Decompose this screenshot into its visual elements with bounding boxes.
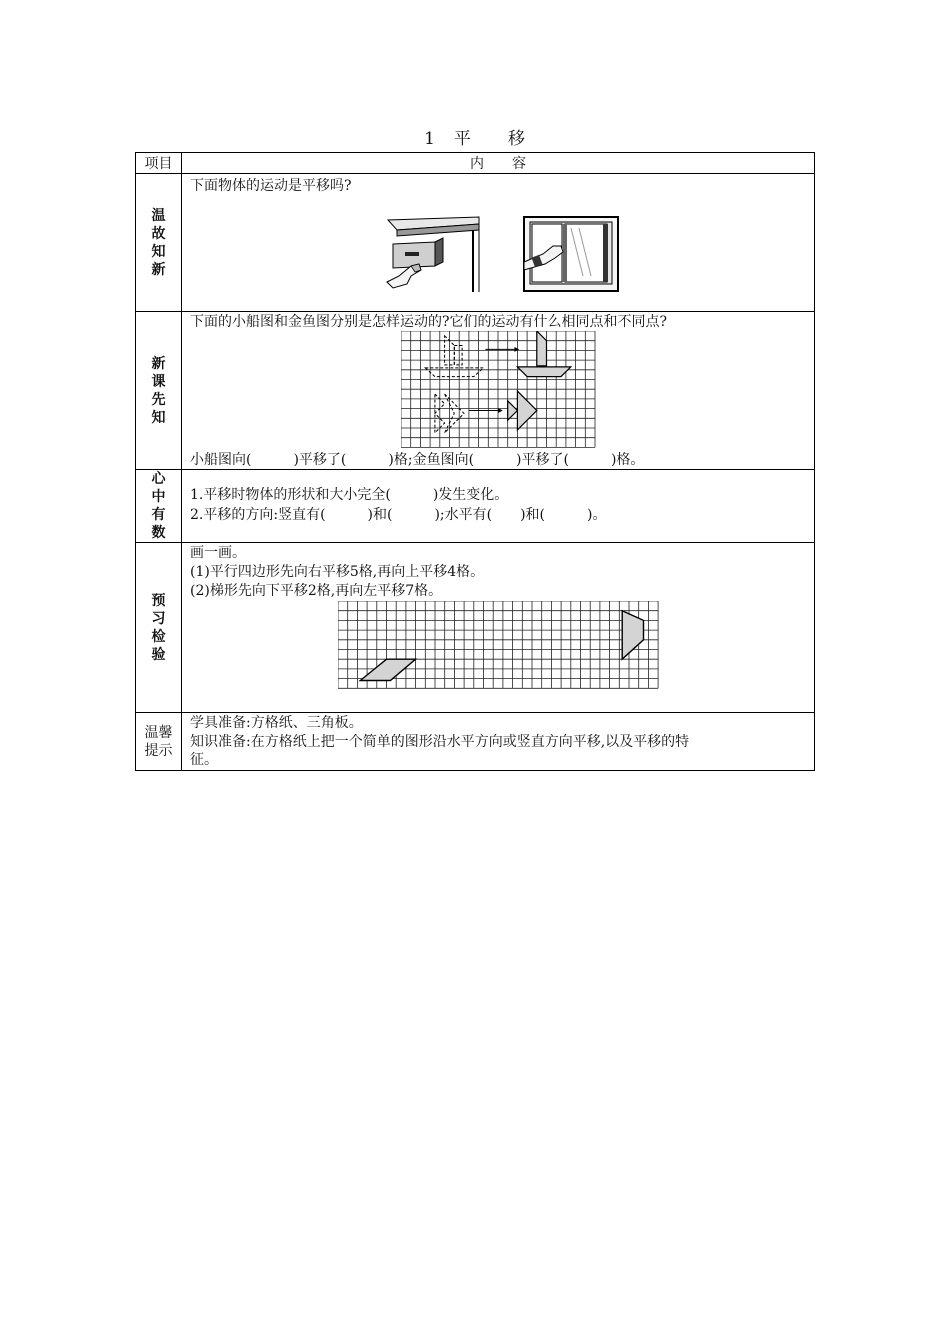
review-question: 下面物体的运动是平移吗? (190, 178, 352, 194)
header-content: 内 容 (182, 153, 815, 174)
boat-arrow-head (515, 347, 520, 352)
tips-line-3: 征。 (190, 752, 218, 768)
fish-moved-tail (508, 401, 518, 420)
row-label-summary: 心 中 有 数 (136, 470, 182, 543)
parallelogram-trapezoid-grid (338, 601, 660, 693)
row-content-summary (182, 470, 815, 543)
summary-line-2: 2.平移的方向:竖直有( )和( );水平有( )和( )。 (190, 507, 607, 523)
parallelogram-shape (360, 659, 415, 680)
table-row-practice (136, 543, 815, 713)
grid-lines (401, 331, 595, 447)
page-title: 1 平 移 (424, 129, 526, 149)
row-label-preview: 新 课 先 知 (136, 312, 182, 470)
fish-original-body (445, 394, 464, 433)
tips-line-2: 知识准备:在方格纸上把一个简单的图形沿水平方向或竖直方向平移,以及平移的特 (190, 734, 690, 750)
practice-item-2: (2)梯形先向下平移2格,再向左平移7格。 (190, 583, 443, 599)
table-row-review (136, 174, 815, 312)
boat-moved-hull (517, 367, 570, 377)
drawer-pull-illustration (385, 216, 481, 296)
row-label-tips: 温馨 提示 (136, 713, 182, 771)
practice-item-1: (1)平行四边形先向右平移5格,再向上平移4格。 (190, 564, 485, 580)
preview-question: 下面的小船图和金鱼图分别是怎样运动的?它们的运动有什么相同点和不同点? (190, 314, 668, 330)
boat-original-hull (425, 368, 483, 377)
tips-line-1: 学具准备:方格纸、三角板。 (190, 715, 363, 731)
row-content-review (182, 174, 815, 312)
row-content-practice (182, 543, 815, 713)
preview-answer-line: 小船图向( )平移了( )格;金鱼图向( )平移了( )格。 (190, 452, 645, 468)
summary-line-1: 1.平移时物体的形状和大小完全( )发生变化。 (190, 487, 509, 503)
boat-moved-sail (537, 331, 547, 366)
lesson-table (135, 152, 815, 771)
trapezoid-shape (622, 611, 643, 660)
table-row-summary (136, 470, 815, 543)
header-item: 项目 (136, 153, 182, 174)
boat-fish-grid (401, 331, 596, 450)
row-content-preview (182, 312, 815, 470)
table-row-preview (136, 312, 815, 470)
row-label-practice: 预 习 检 验 (136, 543, 182, 713)
row-label-review: 温 故 知 新 (136, 174, 182, 312)
row-content-tips (182, 713, 815, 771)
sliding-window-illustration (523, 216, 619, 292)
boat-original-mast (454, 346, 462, 365)
practice-intro: 画一画。 (190, 545, 246, 561)
table-row-tips (136, 713, 815, 771)
table-header-row (136, 153, 815, 174)
